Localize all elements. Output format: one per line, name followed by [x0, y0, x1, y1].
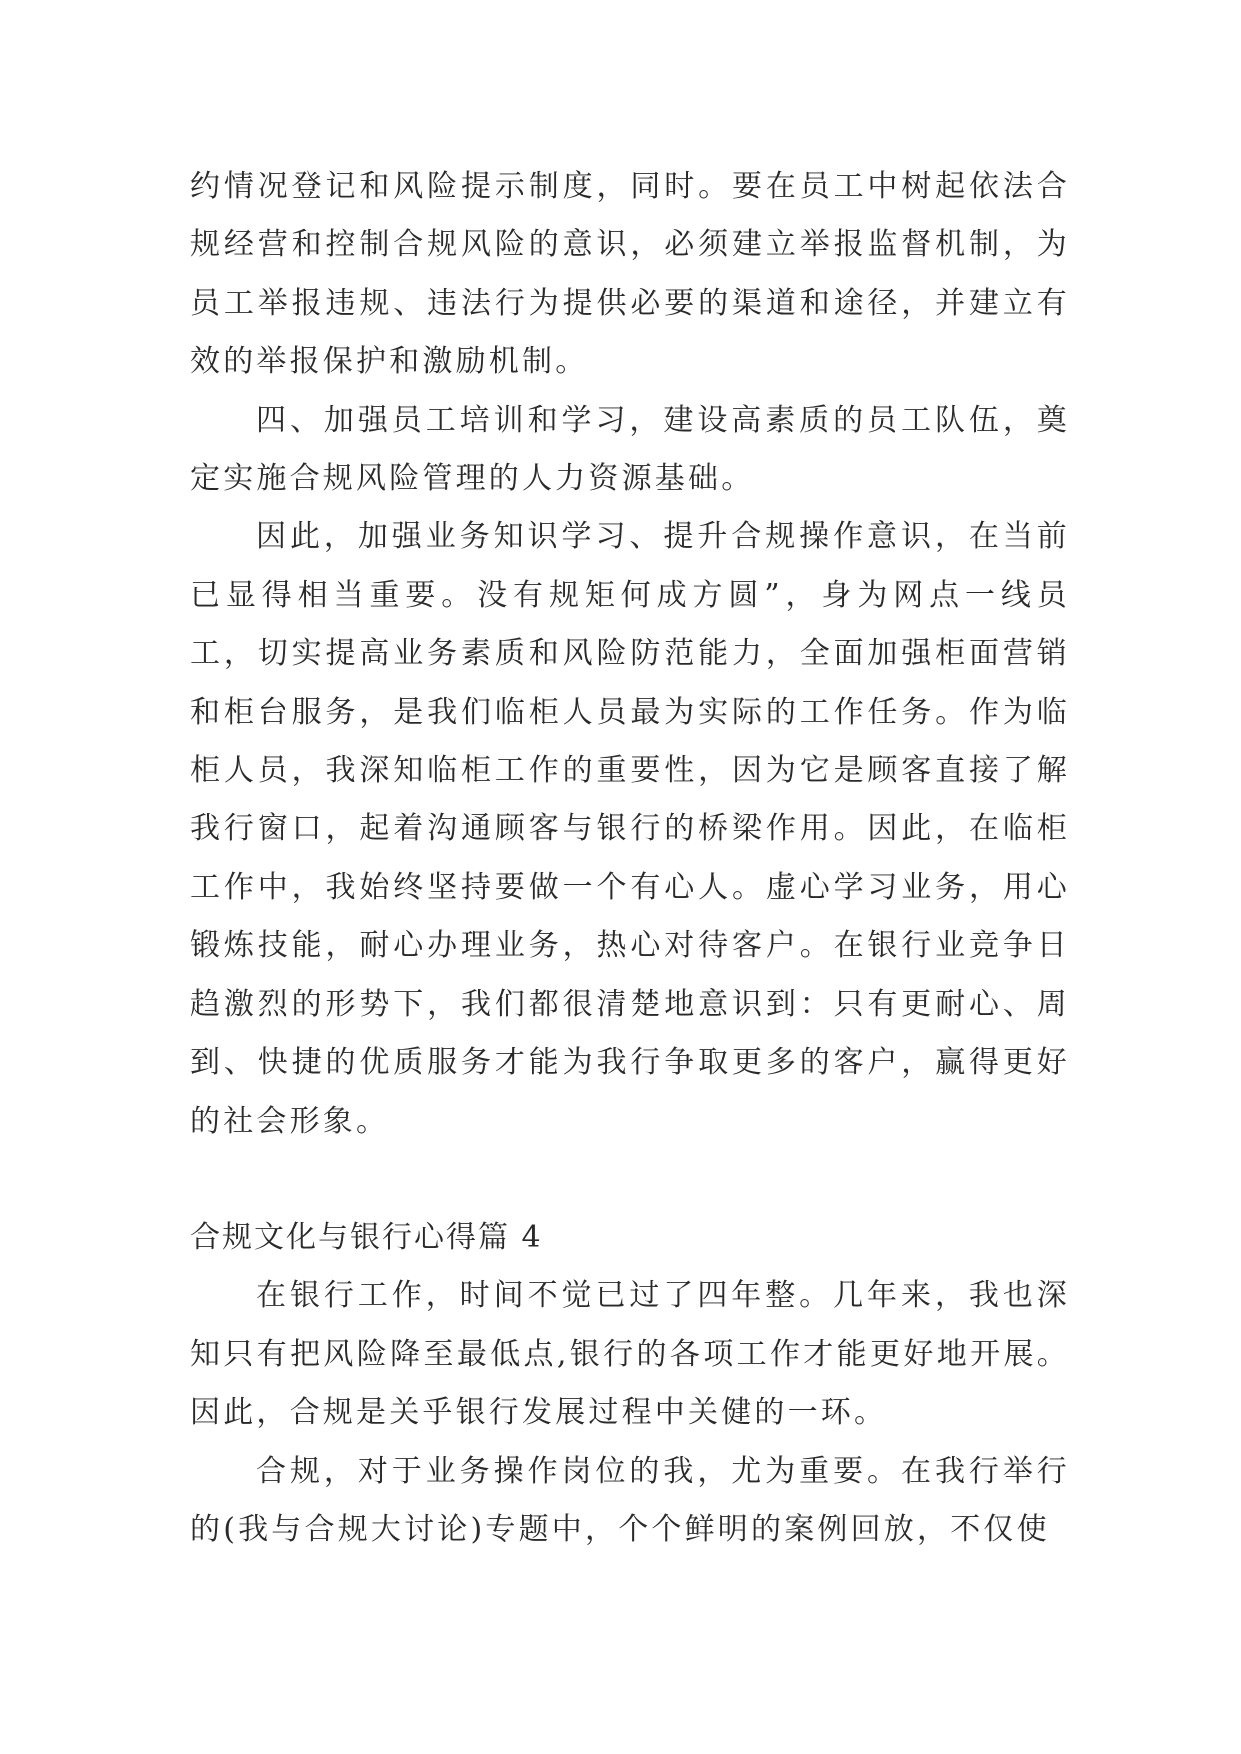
paragraph-2: 四、加强员工培训和学习，建设高素质的员工队伍，奠定实施合规风险管理的人力资源基础。	[190, 402, 1070, 497]
paragraph-3: 因此，加强业务知识学习、提升合规操作意识，在当前已显得相当重要。没有规矩何成方圆”，身为网点一线员工，切实提高业务素质和风险防范能力，全面加强柜面营销和柜台服务，是我们临柜人员最为实际的工作任务。作为临柜人员，我深知临柜工作的重要性，因为它是顾客直接了解我行窗口，起着沟通顾客与银行的桥梁作用。因此，在临柜工作中，我始终坚持要做一个有心人。虚心学习业务，用心锻炼技能，耐心办理业务，热心对待客户。在银行业竞争日趋激烈的形势下，我们都很清楚地意识到：只有更耐心、周到、快捷的优质服务才能为我行争取更多的客户，赢得更好的社会形象。	[190, 519, 1070, 1139]
section-paragraph-2: 合规，对于业务操作岗位的我，尤为重要。在我行举行的(我与合规大讨论)专题中，个个鲜明的案例回放，不仅使	[190, 1453, 1070, 1547]
document-body	[190, 158, 1070, 1559]
section-paragraph-1: 在银行工作，时间不觉已过了四年整。几年来，我也深知只有把风险降至最低点,银行的各项工作才能更好地开展。因此，合规是关乎银行发展过程中关健的一环。	[190, 1278, 1070, 1431]
section-title: 合规文化与银行心得篇 4	[190, 1219, 543, 1255]
paragraph-1: 约情况登记和风险提示制度，同时。要在员工中树起依法合规经营和控制合规风险的意识，必须建立举报监督机制，为员工举报违规、违法行为提供必要的渠道和途径，并建立有效的举报保护和激励机制。	[190, 169, 1070, 380]
